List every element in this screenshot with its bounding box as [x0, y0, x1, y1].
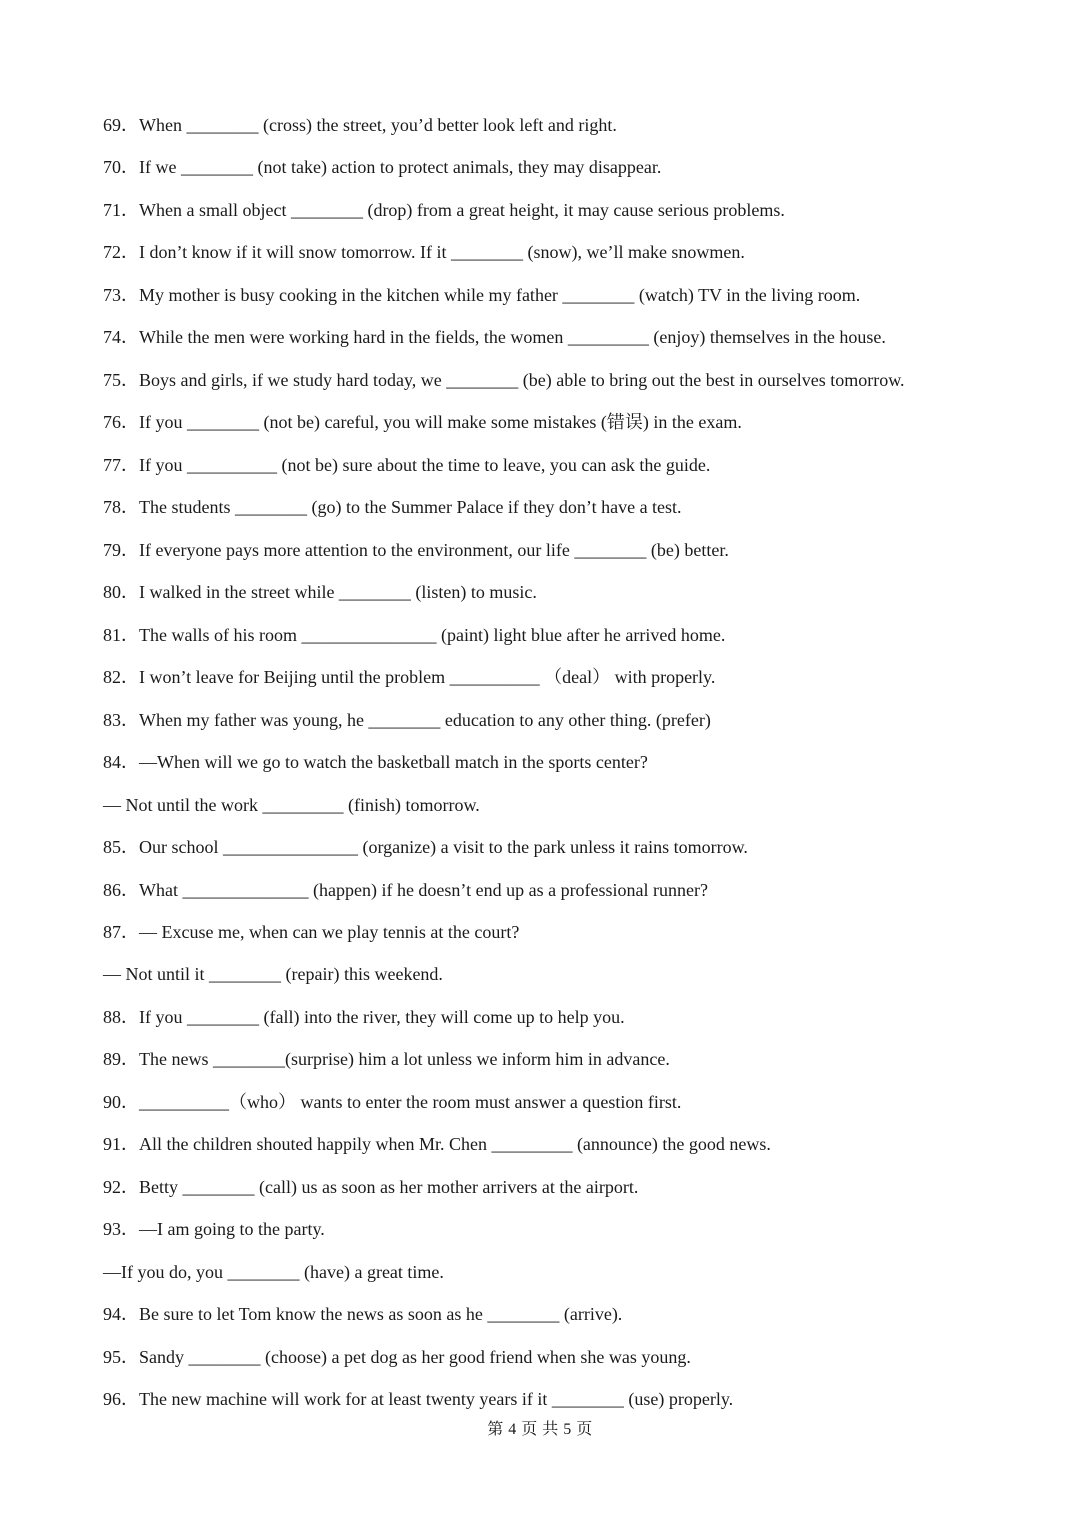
- page-footer: 第 4 页 共 5 页: [487, 1421, 593, 1438]
- question-line: 85．Our school _______________ (organize) a visit to the park unless it rains tomorrow.: [103, 837, 748, 857]
- question-line: 73．My mother is busy cooking in the kitchen while my father ________ (watch) TV in the living room.: [103, 285, 861, 305]
- question-line: 74．While the men were working hard in the fields, the women _________ (enjoy) themselves in the house.: [103, 327, 886, 347]
- question-line: 88．If you ________ (fall) into the river, they will come up to help you.: [103, 1007, 625, 1027]
- question-line: 96．The new machine will work for at least twenty years if it ________ (use) properly.: [103, 1389, 734, 1409]
- question-line: 78．The students ________ (go) to the Summer Palace if they don’t have a test.: [103, 497, 682, 517]
- answer-line: — Not until the work _________ (finish) tomorrow.: [103, 795, 480, 815]
- question-line: 69．When ________ (cross) the street, you’d better look left and right.: [103, 115, 617, 135]
- question-line: 90．__________（who） wants to enter the room must answer a question first.: [103, 1092, 682, 1112]
- question-line: 91．All the children shouted happily when Mr. Chen _________ (announce) the good news.: [103, 1134, 771, 1154]
- question-line: 70．If we ________ (not take) action to protect animals, they may disappear.: [103, 157, 662, 177]
- question-line: 92．Betty ________ (call) us as soon as her mother arrivers at the airport.: [103, 1177, 639, 1197]
- question-line: 87．— Excuse me, when can we play tennis at the court?: [103, 922, 520, 942]
- question-line: 89．The news ________(surprise) him a lot unless we inform him in advance.: [103, 1049, 670, 1069]
- question-line: 84．—When will we go to watch the basketball match in the sports center?: [103, 752, 648, 772]
- question-line: 94．Be sure to let Tom know the news as soon as he ________ (arrive).: [103, 1304, 623, 1324]
- question-line: 76．If you ________ (not be) careful, you will make some mistakes (错误) in the exam.: [103, 412, 742, 432]
- question-line: 82．I won’t leave for Beijing until the problem __________ （deal） with properly.: [103, 667, 716, 687]
- question-line: 95．Sandy ________ (choose) a pet dog as her good friend when she was young.: [103, 1347, 691, 1367]
- question-line: 77．If you __________ (not be) sure about the time to leave, you can ask the guide.: [103, 455, 711, 475]
- question-line: 71．When a small object ________ (drop) from a great height, it may cause serious problems.: [103, 200, 785, 220]
- answer-line: —If you do, you ________ (have) a great time.: [103, 1262, 444, 1282]
- question-line: 72．I don’t know if it will snow tomorrow. If it ________ (snow), we’ll make snowmen.: [103, 242, 745, 262]
- question-line: 81．The walls of his room _______________ (paint) light blue after he arrived home.: [103, 625, 726, 645]
- question-line: 79．If everyone pays more attention to the environment, our life ________ (be) better.: [103, 540, 729, 560]
- question-line: 80．I walked in the street while ________ (listen) to music.: [103, 582, 537, 602]
- question-line: 83．When my father was young, he ________ education to any other thing. (prefer): [103, 710, 711, 730]
- question-line: 93．—I am going to the party.: [103, 1219, 325, 1239]
- question-line: 86．What ______________ (happen) if he doesn’t end up as a professional runner?: [103, 880, 709, 900]
- question-line: 75．Boys and girls, if we study hard today, we ________ (be) able to bring out the best in ourselves tomorrow.: [103, 370, 905, 390]
- answer-line: — Not until it ________ (repair) this weekend.: [103, 964, 443, 984]
